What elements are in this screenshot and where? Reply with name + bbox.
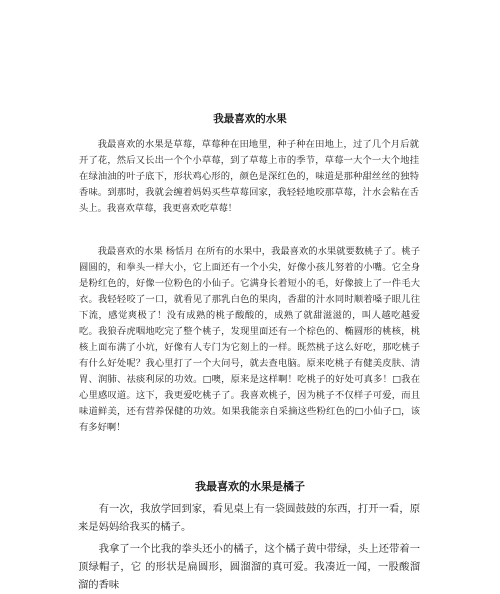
essay-title-strawberry: 我最喜欢的水果 bbox=[213, 113, 287, 125]
essay-paragraph-orange-description: 我拿了一个比我的拳头还小的橘子，这个橘子黄中带绿，头上还带着一顶绿帽子，它 的形状是扁圆形，圆溜溜的真可爱。我凑近一闻，一股酸溜溜的香味 bbox=[78, 543, 420, 591]
essay-paragraph-peach: 我最喜欢的水果 杨恬月 在所有的水果中，我最喜欢的水果就要数桃子了。桃子圆圆的，和拳头一样大小，它上面还有一个小尖，好像小孩儿努着的小嘴。它全身是粉红色的，好像一位粉色的小仙子。它满身长着短小的毛，好像披上了一件毛大衣。我轻轻咬了一口，就看见了那乳白色的果肉，香甜的汁水同时顺着嗓子眼儿往下流，感觉爽极了！没有成熟的桃子酸酸的，成熟了就甜滋滋的，叫人越吃越爱吃。我狼吞虎咽地吃完了整个桃子，发现里面还有一个棕色的、椭圆形的桃核，桃核上面布满了小坑，好像有人专门为它刻上的一样。既然桃子这么好吃，那吃桃子有什么好处呢？我心里打了一个大问号，就去查电脑。原来吃桃子有健美皮肤、清胃、润肺、祛痰利尿的功效。□噢，原来是这样啊！吃桃子的好处可真多！□我在心里感叹道。这下，我更爱吃桃子了。我喜欢桃子，因为桃子不仅样子可爱，而且味道鲜美，还有营养保健的功效。如果我能亲自采摘这些粉红色的□小仙子□，该有多好啊！ bbox=[79, 246, 420, 433]
essay-title-orange: 我最喜欢的水果是橘子 bbox=[195, 480, 305, 493]
essay-paragraph-orange-intro: 有一次，我放学回到家，看见桌上有一袋圆鼓鼓的东西，打开一看，原来是妈妈给我买的橘子。 bbox=[78, 503, 420, 533]
essay-paragraph-strawberry: 我最喜欢的水果是草莓，草莓种在田地里，种子种在田地上，过了几个月后就开了花，然后又长出一个个小草莓，到了草莓上市的季节，草莓一大个一大个地挂在绿油油的叶子底下，形状鸡心形的，颜色是深红色的，味道是那种甜丝丝的独特香味。到那时，我就会缠着妈妈买些草莓回家，我轻轻地咬那草莓，汁水会粘在舌头上。我喜欢草莓，我更喜欢吃草莓！ bbox=[79, 139, 419, 214]
